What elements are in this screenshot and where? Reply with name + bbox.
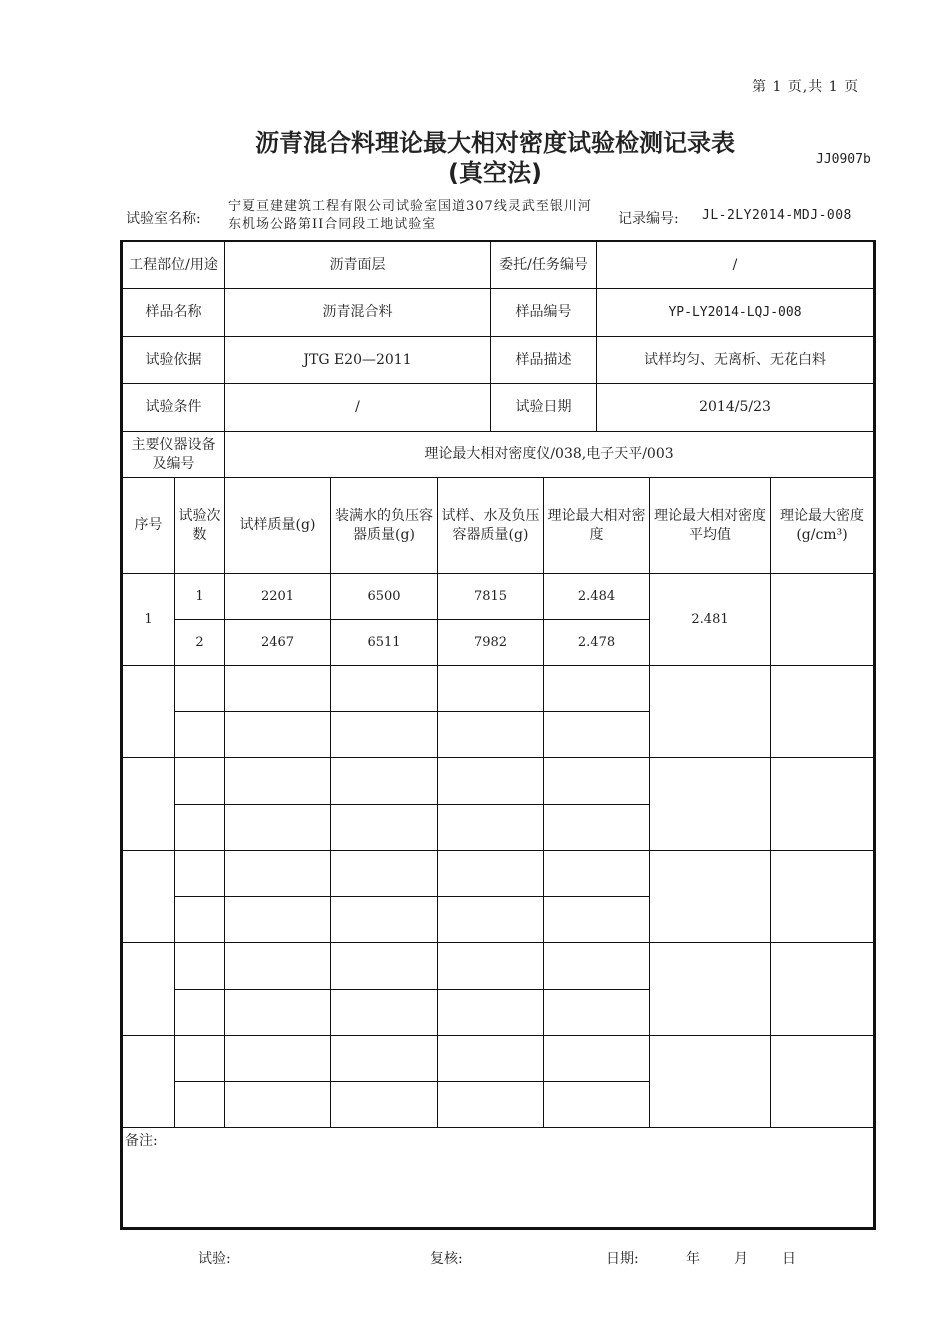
- group-seq: [123, 758, 175, 851]
- condition-label: 试验条件: [123, 384, 225, 432]
- form-title-line1: 沥青混合料理论最大相对密度试验检测记录表: [255, 129, 735, 157]
- form-title-line2: (真空法): [448, 159, 542, 187]
- empty-cell: [438, 758, 544, 805]
- test-date-value: 2014/5/23: [597, 384, 873, 432]
- empty-cell: [331, 943, 438, 990]
- container-mass: 6500: [331, 574, 438, 620]
- empty-cell: [544, 943, 650, 990]
- empty-cell: [331, 712, 438, 758]
- empty-cell: [438, 943, 544, 990]
- equipment-label: 主要仪器设备及编号: [123, 432, 225, 478]
- condition-value: /: [225, 384, 491, 432]
- task-value: /: [597, 242, 873, 289]
- empty-cell: [438, 851, 544, 897]
- empty-cell: [225, 1036, 331, 1082]
- empty-cell: [175, 943, 225, 990]
- empty-cell: [225, 805, 331, 851]
- day-label: 日: [782, 1251, 796, 1267]
- group-seq: [123, 1036, 175, 1128]
- col-header-sample-mass: 试样质量(g): [225, 478, 331, 574]
- trial-number: 2: [175, 620, 225, 666]
- group-max-density: [771, 666, 873, 758]
- record-number-value: JL-2LY2014-MDJ-008: [702, 208, 852, 223]
- empty-cell: [225, 990, 331, 1036]
- empty-cell: [544, 990, 650, 1036]
- reviewer-label: 复核:: [430, 1251, 463, 1267]
- empty-cell: [331, 805, 438, 851]
- test-date-label: 试验日期: [491, 384, 597, 432]
- total-mass: 7982: [438, 620, 544, 666]
- empty-cell: [438, 897, 544, 943]
- empty-cell: [225, 758, 331, 805]
- description-label: 样品描述: [491, 337, 597, 384]
- group-max-density: [771, 574, 873, 666]
- group-average: [650, 943, 771, 1036]
- empty-cell: [225, 897, 331, 943]
- empty-cell: [225, 851, 331, 897]
- empty-cell: [331, 990, 438, 1036]
- sample-name-value: 沥青混合料: [225, 289, 491, 337]
- month-label: 月: [734, 1251, 748, 1267]
- sample-name-label: 样品名称: [123, 289, 225, 337]
- empty-cell: [331, 897, 438, 943]
- empty-cell: [438, 712, 544, 758]
- record-number-label: 记录编号:: [618, 211, 679, 227]
- empty-cell: [544, 712, 650, 758]
- empty-cell: [438, 805, 544, 851]
- col-header-total-mass: 试样、水及负压容器质量(g): [438, 478, 544, 574]
- empty-cell: [175, 1036, 225, 1082]
- group-seq: [123, 851, 175, 943]
- empty-cell: [544, 1082, 650, 1128]
- task-label: 委托/任务编号: [491, 242, 597, 289]
- record-table: [120, 240, 876, 1230]
- lab-name-label: 试验室名称:: [126, 211, 201, 227]
- empty-cell: [438, 1082, 544, 1128]
- empty-cell: [175, 805, 225, 851]
- relative-density: 2.478: [544, 620, 650, 666]
- group-average: [650, 851, 771, 943]
- col-header-average: 理论最大相对密度平均值: [650, 478, 771, 574]
- group-max-density: [771, 943, 873, 1036]
- sample-number-label: 样品编号: [491, 289, 597, 337]
- date-label: 日期:: [606, 1251, 639, 1267]
- empty-cell: [225, 943, 331, 990]
- tester-label: 试验:: [198, 1251, 231, 1267]
- empty-cell: [175, 990, 225, 1036]
- sample-mass: 2467: [225, 620, 331, 666]
- group-seq: [123, 943, 175, 1036]
- year-label: 年: [686, 1251, 700, 1267]
- empty-cell: [175, 758, 225, 805]
- basis-value: JTG E20—2011: [225, 337, 491, 384]
- empty-cell: [544, 897, 650, 943]
- empty-cell: [225, 666, 331, 712]
- page-number: 第 1 页,共 1 页: [752, 79, 860, 95]
- basis-label: 试验依据: [123, 337, 225, 384]
- empty-cell: [225, 712, 331, 758]
- empty-cell: [544, 805, 650, 851]
- group-max-density: [771, 1036, 873, 1128]
- group-seq: [123, 666, 175, 758]
- project-label: 工程部位/用途: [123, 242, 225, 289]
- empty-cell: [331, 1082, 438, 1128]
- group-average: [650, 1036, 771, 1128]
- col-header-trial: 试验次数: [175, 478, 225, 574]
- sample-number-value: YP-LY2014-LQJ-008: [597, 289, 873, 337]
- container-mass: 6511: [331, 620, 438, 666]
- empty-cell: [225, 1082, 331, 1128]
- empty-cell: [175, 712, 225, 758]
- lab-name-value: 宁夏亘建建筑工程有限公司试验室国道307线灵武至银川河东机场公路第II合同段工地试验室: [228, 199, 592, 232]
- empty-cell: [438, 990, 544, 1036]
- empty-cell: [544, 758, 650, 805]
- empty-cell: [175, 851, 225, 897]
- remarks-label: 备注:: [125, 1133, 158, 1149]
- group-average: [650, 758, 771, 851]
- empty-cell: [438, 1036, 544, 1082]
- empty-cell: [331, 1036, 438, 1082]
- empty-cell: [331, 851, 438, 897]
- relative-density: 2.484: [544, 574, 650, 620]
- form-title: [0, 128, 950, 188]
- group-average: 2.481: [650, 574, 771, 666]
- group-max-density: [771, 758, 873, 851]
- sample-mass: 2201: [225, 574, 331, 620]
- empty-cell: [544, 666, 650, 712]
- description-value: 试样均匀、无离析、无花白料: [597, 337, 873, 384]
- remarks: [123, 1128, 873, 1227]
- empty-cell: [175, 1082, 225, 1128]
- empty-cell: [544, 851, 650, 897]
- total-mass: 7815: [438, 574, 544, 620]
- trial-number: 1: [175, 574, 225, 620]
- project-value: 沥青面层: [225, 242, 491, 289]
- empty-cell: [544, 1036, 650, 1082]
- form-code: JJ0907b: [816, 152, 871, 167]
- col-header-container-mass: 装满水的负压容器质量(g): [331, 478, 438, 574]
- group-max-density: [771, 851, 873, 943]
- group-seq: 1: [123, 574, 175, 666]
- group-average: [650, 666, 771, 758]
- empty-cell: [331, 666, 438, 712]
- empty-cell: [175, 666, 225, 712]
- empty-cell: [438, 666, 544, 712]
- col-header-relative-density: 理论最大相对密度: [544, 478, 650, 574]
- col-header-max-density: 理论最大密度(g/cm³): [771, 478, 873, 574]
- empty-cell: [175, 897, 225, 943]
- col-header-seq: 序号: [123, 478, 175, 574]
- equipment-value: 理论最大相对密度仪/038,电子天平/003: [225, 432, 873, 478]
- empty-cell: [331, 758, 438, 805]
